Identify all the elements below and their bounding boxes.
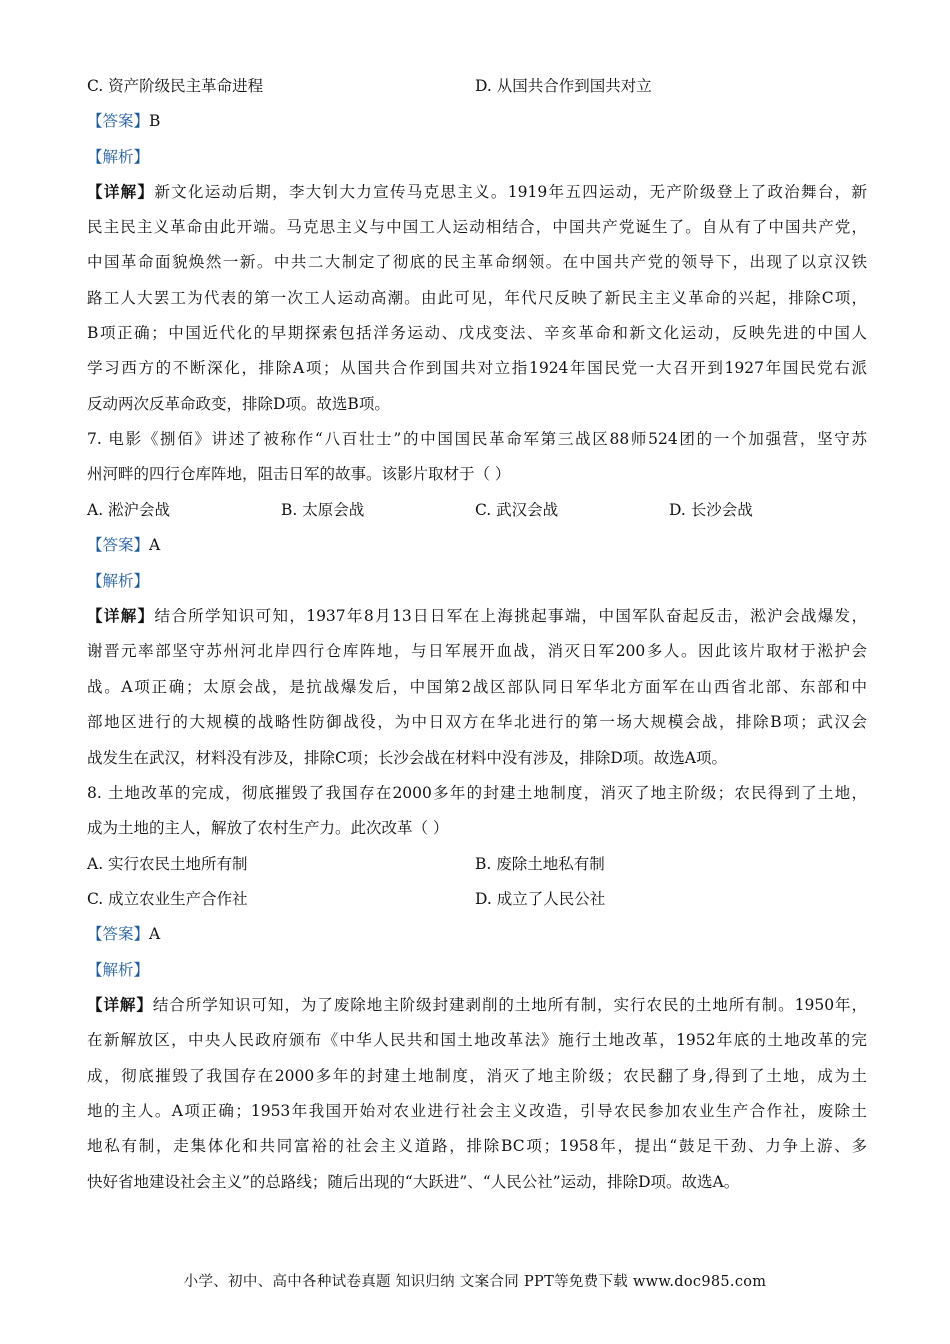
q8-detail-line (87, 995, 867, 1015)
q8-detail-line: 在新解放区，中央人民政府颁布《中华人民共和国土地改革法》施行土地改革，1952年底的土地改革的完 (87, 1031, 867, 1049)
q7-detail-line: 战。A项正确；太原会战，是抗战爆发后，中国第2战区部队同日军华北方面军在山西省北部、东部和中 (87, 678, 867, 696)
page-footer: 小学、初中、高中各种试卷真题 知识归纳 文案合同 PPT等免费下载 www.doc985.com (183, 1274, 767, 1290)
analysis-tag: 【解析】 (87, 572, 150, 590)
q8-answer (87, 924, 867, 944)
q8-detail-line: 地的主人。A项正确；1953年我国开始对农业进行社会主义改造，引导农民参加农业生产合作社，废除土 (87, 1102, 867, 1120)
analysis-tag: 【解析】 (87, 961, 150, 979)
detail-tag: 【详解】 (87, 606, 155, 625)
answer-tag: 【答案】 (87, 112, 150, 130)
q8-stem-line: 成为土地的主人，解放了农村生产力。此次改革（ ） (87, 819, 449, 837)
q8-stem-line: 8. 土地改革的完成，彻底摧毁了我国存在2000多年的封建土地制度，消灭了地主阶级；农民得到了土地， (87, 784, 867, 802)
q6-option-d: D. 从国共合作到国共对立 (475, 77, 652, 95)
detail-text: 结合所学知识可知，1937年8月13日日军在上海挑起事端，中国军队奋起反击，淞沪会战爆发， (154, 607, 867, 625)
q8-option-d: D. 成立了人民公社 (475, 890, 606, 908)
q8-analysis-heading (87, 960, 867, 980)
q6-detail-line (87, 182, 867, 202)
q7-detail-line: 部地区进行的大规模的战略性防御战役，为中日双方在华北进行的第一场大规模会战，排除B项；武汉会 (87, 713, 867, 731)
q6-detail-line: 反动两次反革命政变，排除D项。故选B项。 (87, 395, 390, 413)
answer-value: A (149, 925, 161, 943)
q8-options-row (87, 854, 867, 874)
detail-tag: 【详解】 (87, 995, 153, 1014)
q8-detail-line: 地私有制，走集体化和共同富裕的社会主义道路，排除BC项；1958年，提出“鼓足干劲、力争上游、多 (87, 1137, 867, 1155)
answer-tag: 【答案】 (87, 925, 150, 943)
q7-detail-line: 谢晋元率部坚守苏州河北岸四行仓库阵地，与日军展开血战，消灭日军200多人。因此该片取材于淞护会 (87, 642, 867, 660)
detail-text: 结合所学知识可知，为了废除地主阶级封建剥削的土地所有制，实行农民的土地所有制。1950年， (152, 996, 867, 1014)
q8-options-row (87, 889, 867, 909)
detail-tag: 【详解】 (87, 182, 155, 201)
q6-answer (87, 111, 867, 131)
q7-detail-line: 战发生在武汉，材料没有涉及，排除C项；长沙会战在材料中没有涉及，排除D项。故选A项。 (87, 749, 727, 767)
answer-value: A (149, 536, 161, 554)
detail-text: 新文化运动后期，李大钊大力宣传马克思主义。1919年五四运动，无产阶级登上了政治舞台，新 (154, 183, 867, 201)
q7-option-a: A. 淞沪会战 (87, 501, 171, 519)
answer-tag: 【答案】 (87, 536, 150, 554)
q6-detail-line: 民主民主义革命由此开端。马克思主义与中国工人运动相结合，中国共产党诞生了。自从有了中国共产党， (87, 218, 867, 236)
q7-option-b: B. 太原会战 (281, 501, 365, 519)
q8-option-c: C. 成立农业生产合作社 (87, 890, 248, 908)
q6-detail-line: 中国革命面貌焕然一新。中共二大制定了彻底的民主革命纲领。在中国共产党的领导下，出现了以京汉铁 (87, 253, 867, 271)
q8-detail-line: 成，彻底摧毁了我国存在2000多年的封建土地制度，消灭了地主阶级；农民翻了身,得到了土地，成为土 (87, 1067, 867, 1085)
q7-stem-line: 州河畔的四行仓库阵地，阻击日军的故事。该影片取材于（ ） (87, 465, 511, 483)
q7-option-c: C. 武汉会战 (475, 501, 559, 519)
q6-options-row (87, 76, 867, 96)
q7-analysis-heading (87, 571, 867, 591)
q6-detail-line: 路工人大罢工为代表的第一次工人运动高潮。由此可见，年代尺反映了新民主主义革命的兴起，排除C项， (87, 289, 867, 307)
q6-option-c: C. 资产阶级民主革命进程 (87, 77, 264, 95)
q6-detail-line: 学习西方的不断深化，排除A项；从国共合作到国共对立指1924年国民党一大召开到1927年国民党右派 (87, 359, 867, 377)
q7-detail-line (87, 606, 867, 626)
q8-detail-line: 快好省地建设社会主义”的总路线；随后出现的“大跃进”、“人民公社”运动，排除D项。故选A。 (87, 1173, 740, 1191)
q7-answer (87, 535, 867, 555)
q8-option-a: A. 实行农民土地所有制 (87, 855, 248, 873)
q7-stem-line: 7. 电影《捌佰》讲述了被称作“八百壮士”的中国国民革命军第三战区88师524团的一个加强营，坚守苏 (87, 430, 867, 448)
q8-option-b: B. 废除土地私有制 (475, 855, 605, 873)
answer-value: B (149, 112, 161, 130)
q6-analysis-heading (87, 147, 867, 167)
q7-option-d: D. 长沙会战 (669, 501, 753, 519)
analysis-tag: 【解析】 (87, 148, 150, 166)
q6-detail-line: B项正确；中国近代化的早期探索包括洋务运动、戊戌变法、辛亥革命和新文化运动，反映先进的中国人 (87, 324, 867, 342)
